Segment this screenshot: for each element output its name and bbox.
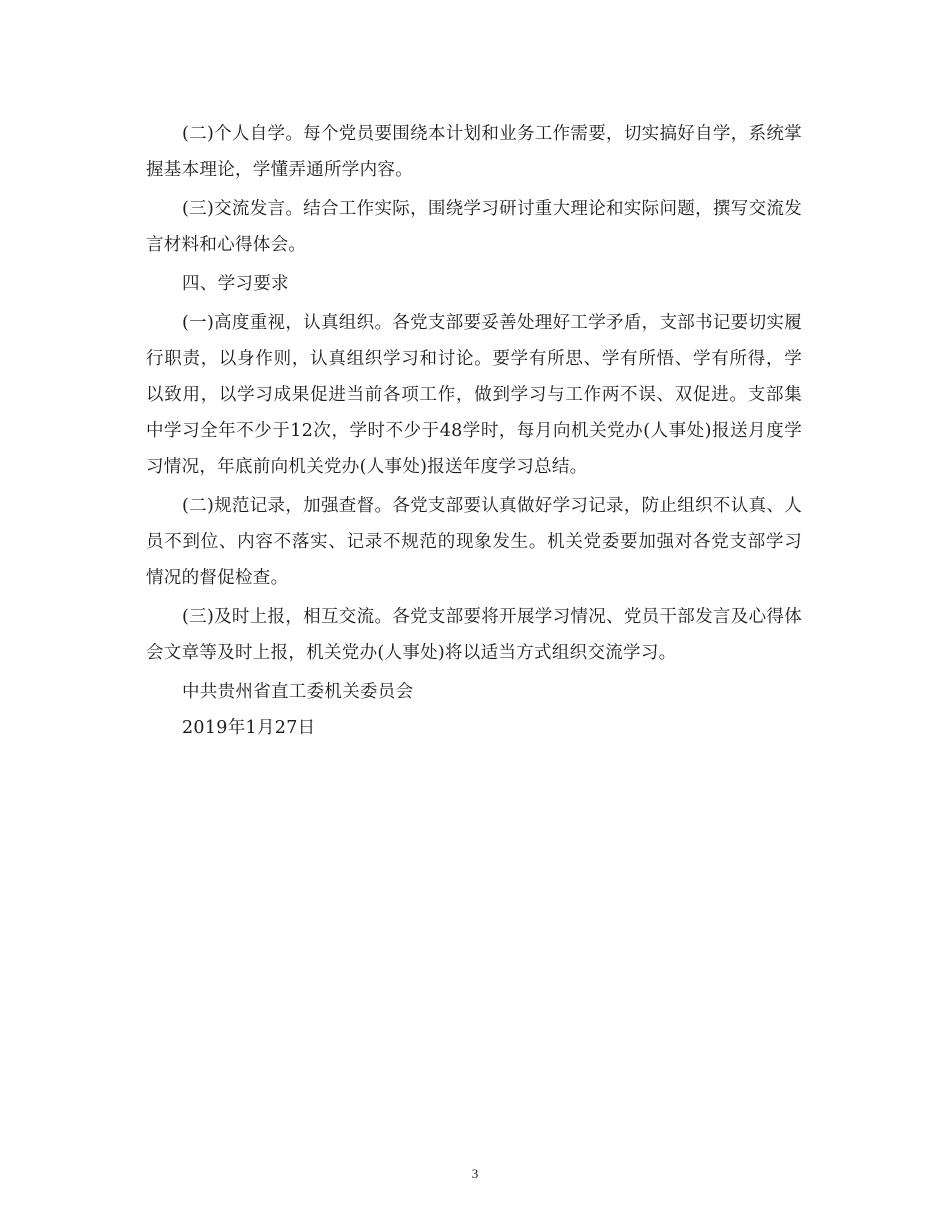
paragraph-exchange-speech: (三)交流发言。结合工作实际，围绕学习研讨重大理论和实际问题，撰写交流发言材料和心得体会。 bbox=[146, 199, 802, 255]
paragraph-high-attention: (一)高度重视，认真组织。各党支部要妥善处理好工学矛盾，支部书记要切实履行职责，以身作则，认真组织学习和讨论。要学有所思、学有所悟、学有所得，学以致用，以学习成果促进当前各项工作，做到学习与工作两不误、双促进。支部集中学习全年不少于12次，学时不少于48学时，每月向机关党办(人事处)报送月度学习情况，年底前向机关党办(人事处)报送年度学习总结。 bbox=[146, 313, 802, 477]
paragraph-personal-study: (二)个人自学。每个党员要围绕本计划和业务工作需要，切实搞好自学，系统掌握基本理论，学懂弄通所学内容。 bbox=[146, 124, 802, 180]
signature-organization: 中共贵州省直工委机关委员会 bbox=[182, 682, 414, 702]
section-heading-study-requirements: 四、学习要求 bbox=[182, 274, 289, 294]
document-body bbox=[146, 116, 802, 746]
paragraph-timely-report: (三)及时上报，相互交流。各党支部要将开展学习情况、党员干部发言及心得体会文章等及时上报，机关党办(人事处)将以适当方式组织交流学习。 bbox=[146, 607, 802, 663]
signature-date: 2019年1月27日 bbox=[182, 718, 316, 738]
page-number: 3 bbox=[471, 1166, 479, 1181]
paragraph-standard-records: (二)规范记录，加强查督。各党支部要认真做好学习记录，防止组织不认真、人员不到位、内容不落实、记录不规范的现象发生。机关党委要加强对各党支部学习情况的督促检查。 bbox=[146, 496, 802, 588]
